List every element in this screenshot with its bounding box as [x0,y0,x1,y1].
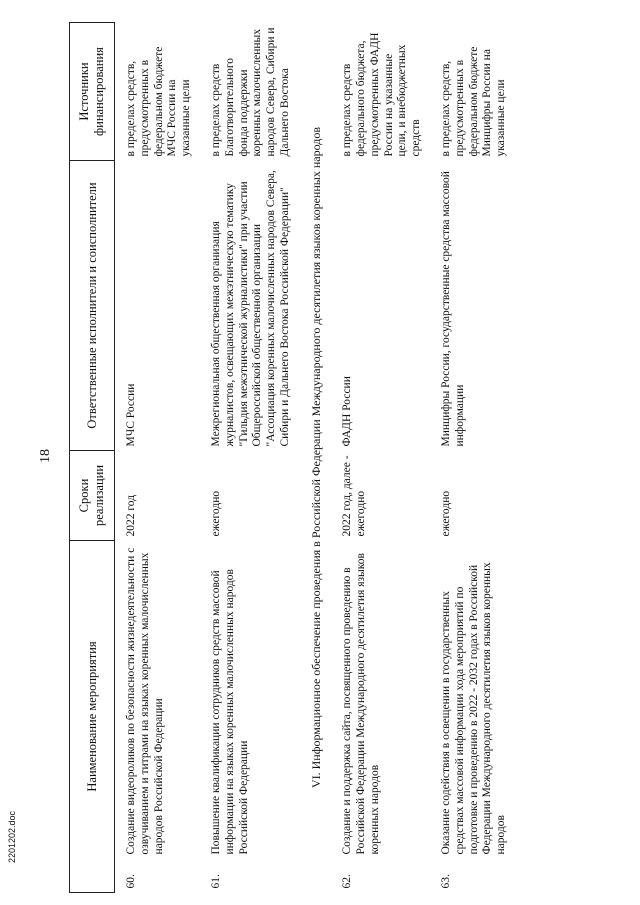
table-row [331,23,430,893]
row-term: ежегодно [439,490,452,537]
row-number: 61. [209,874,222,889]
activities-table [69,22,515,893]
row-funding: в пределах средств, предусмотренных в федеральном бюджете Минцифры России на указанные цели [439,46,508,157]
row-name: Повышение квалификации сотрудников средств массовой информации на языках коренных малочисленных народов Российской Федерации [209,569,250,855]
row-executors: ФАДН России [341,376,354,447]
header-executors: Ответственные исполнители и соисполнители [70,161,115,451]
row-executors: Минцифры России, государственные средства массовой информации [439,171,466,447]
rotated-table-area [69,7,629,893]
section-row [299,23,331,893]
row-name: Создание и поддержка сайта, посвященного проведению в Российской Федерации Международного десятилетия языков коренных народов [341,553,381,855]
table-row [430,23,515,893]
row-term: ежегодно [209,490,222,537]
table-header-row [70,23,115,893]
row-funding: в пределах средств федерального бюджета, предусмотренных ФАДН России на указанные цели, и внебюджетных средств [341,32,423,157]
row-funding: в пределах средств, предусмотренных в федеральном бюджете МЧС России на указанные цели [125,46,193,157]
row-executors: Межрегиональная общественная организация журналистов, освещающих межэтническую тематику "Гильдия межэтнической журналистики" при участии Общероссийской общественной организации "Ассоциация коренных малочисленных народов Севера, Сибири и Дальнего Востока Российской Федерации" [209,170,291,447]
table-row [115,23,200,893]
page-number: 18 [38,449,53,463]
footer [2,780,16,900]
header-funding: Источники финансирования [70,23,115,161]
row-number: 60. [125,874,137,889]
row-term: 2022 год [125,494,137,537]
table-row [200,23,299,893]
row-number: 63. [439,874,452,889]
header-term: Сроки реализации [70,451,115,541]
row-name: Оказание содействия в освещении в государственных средствах массовой информации хода мероприятий по подготовке и проведению в 2022 - 2032 годах в Российской Федерации Международного десятилетия языков коренных народов [439,562,508,855]
footer-doc-code: 2201202.doc [7,810,17,864]
row-name: Создание видеороликов по безопасности жизнедеятельности с озвучиванием и титрами на языках коренных малочисленных народов Российской Федерации [125,547,165,855]
row-term: 2022 год, далее - ежегодно [341,455,367,537]
header-name: Наименование мероприятия [70,541,115,893]
section-title: VI. Информационное обеспечение проведения в Российской Федерации Международного десятилетия языков коренных народов [308,126,323,789]
row-executors: МЧС России [125,383,137,447]
row-number: 62. [341,874,354,889]
row-funding: в пределах средств Благотворительного фонда поддержки коренных малочисленных народов Севера, Сибири и Дальнего Востока [209,27,291,157]
